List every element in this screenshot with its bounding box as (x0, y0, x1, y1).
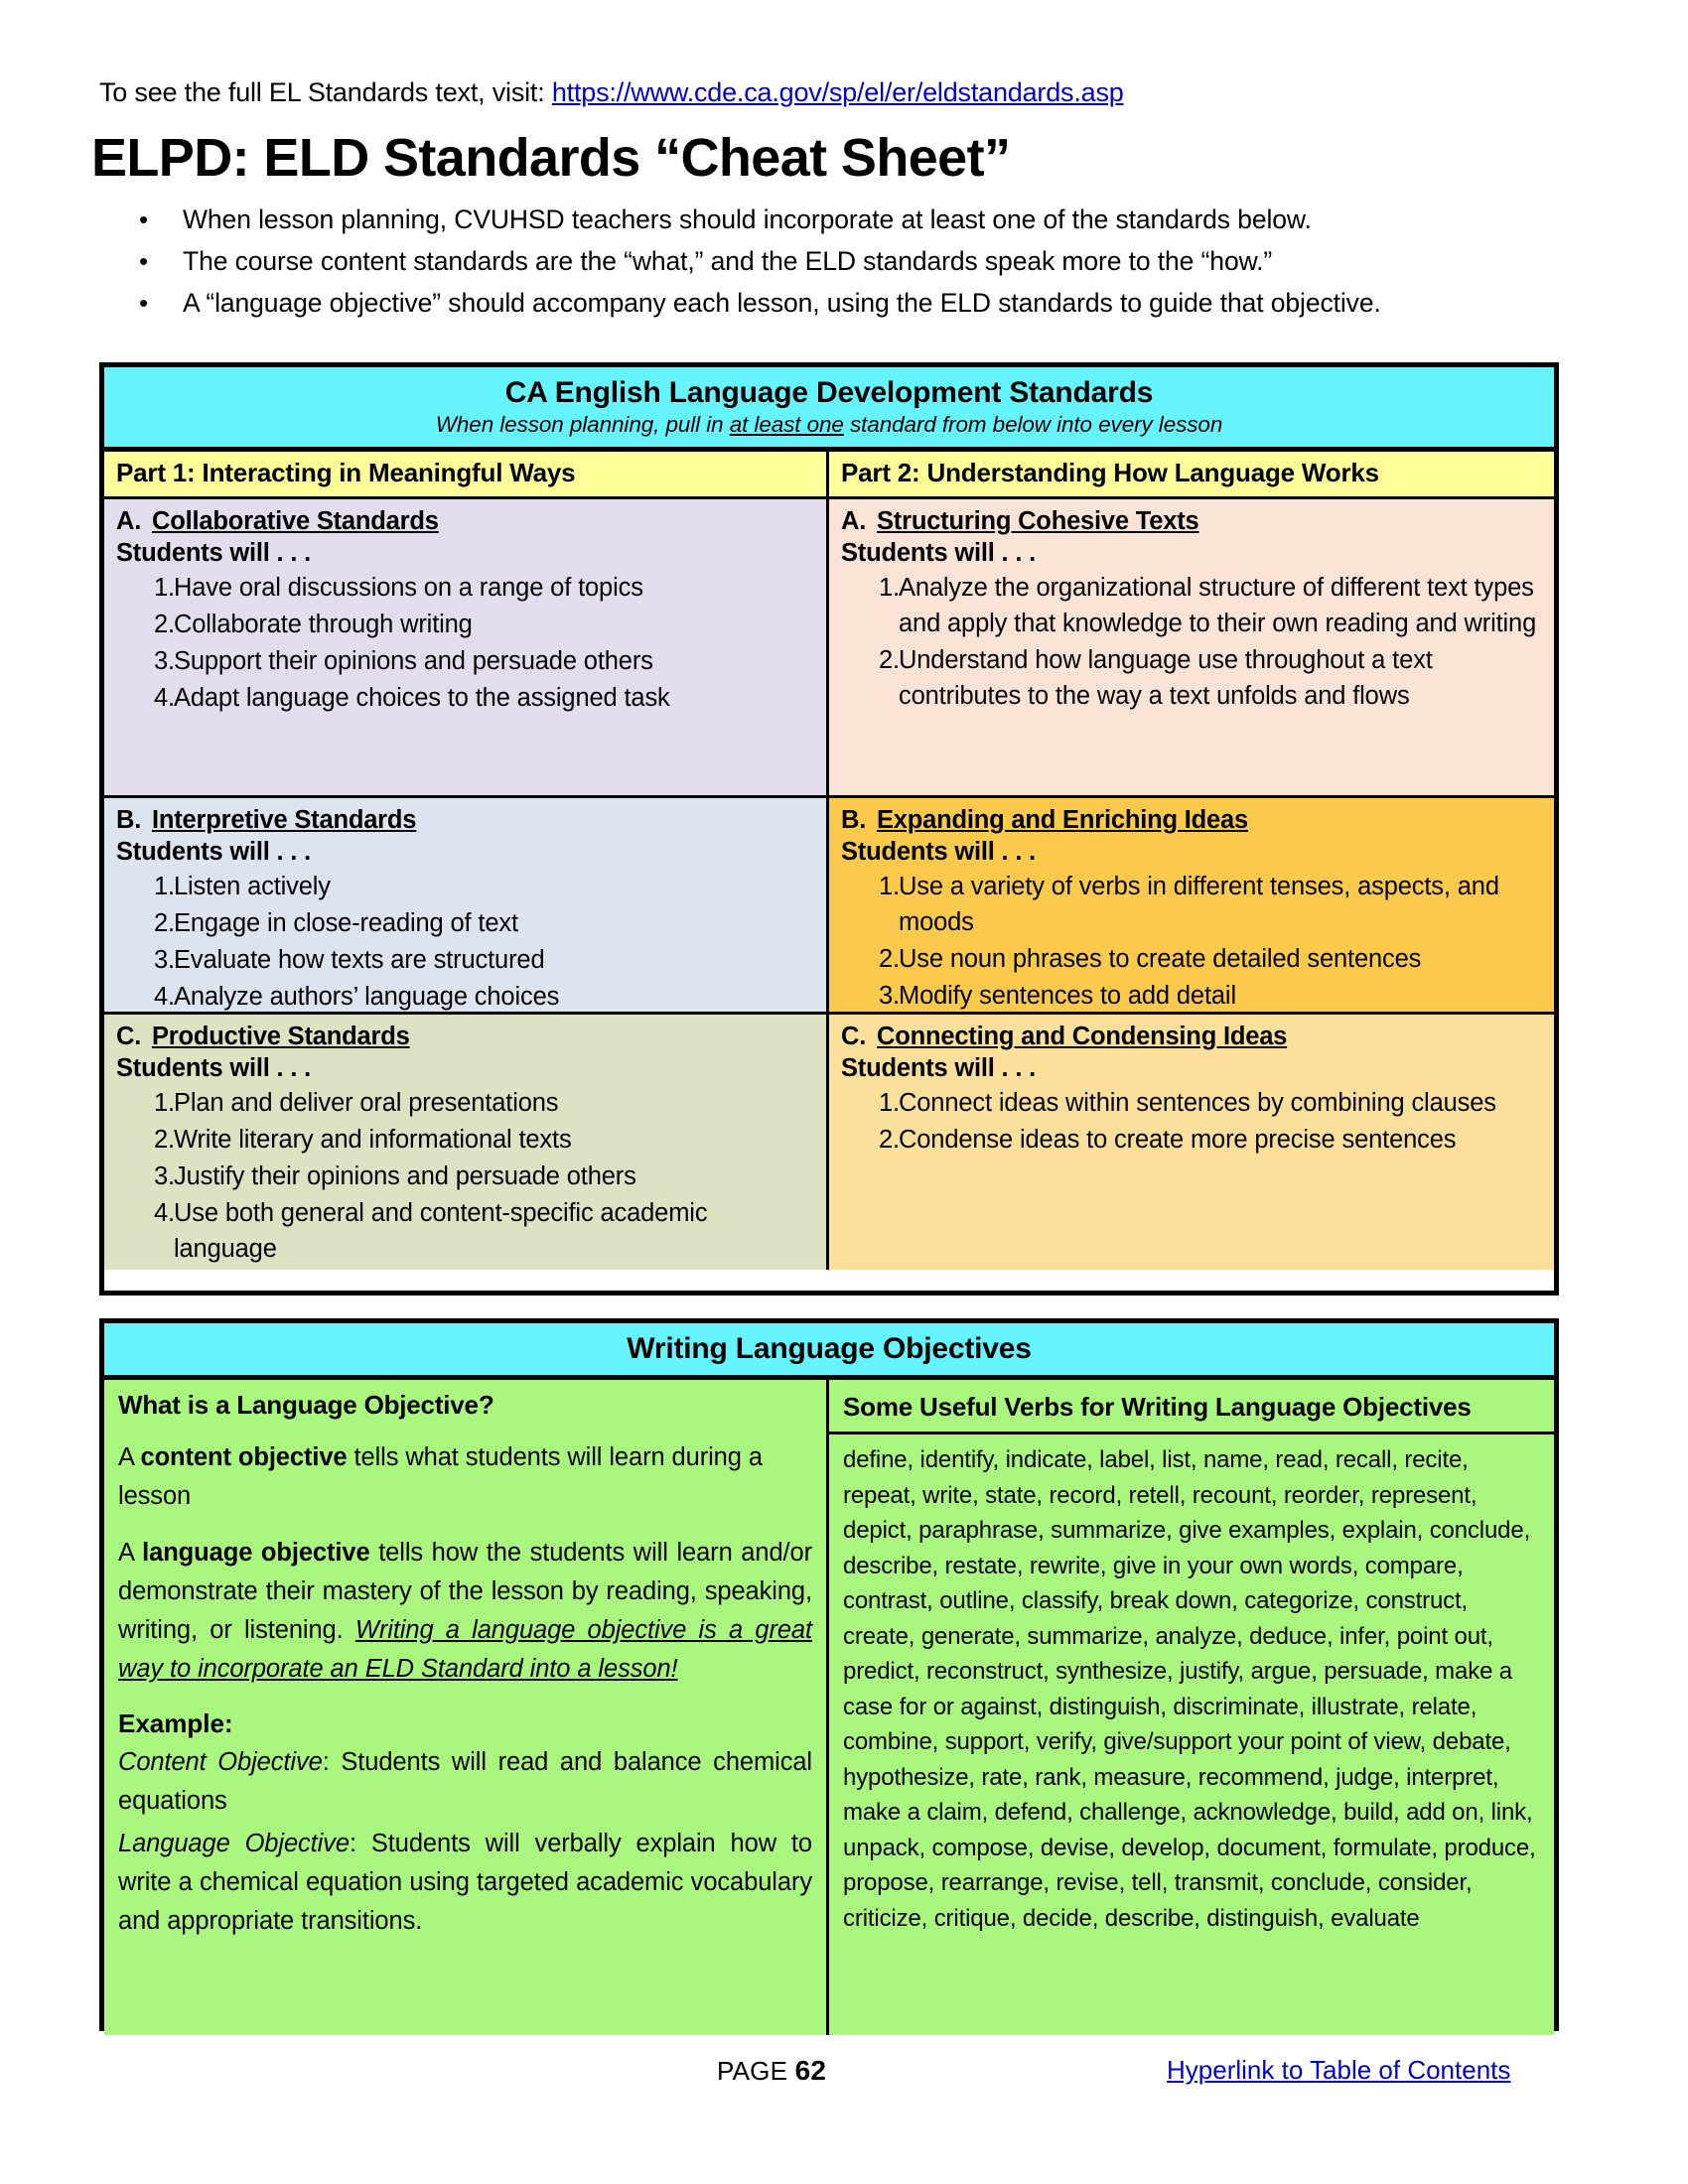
list-item (139, 199, 1549, 240)
bullet-icon: • (139, 246, 149, 276)
item-number: 1. (879, 1089, 900, 1117)
item-number: 1. (154, 873, 175, 900)
item-text: Engage in close-reading of text (174, 909, 518, 937)
content-example-text: : Students will read and balance chemical equations (118, 1748, 812, 1815)
page-title: ELPD: ELD Standards “Cheat Sheet” (91, 128, 1011, 188)
section-letter: C. (841, 1023, 867, 1050)
language-objective-example (118, 1825, 812, 1941)
item-text: Collaborate through writing (174, 611, 473, 638)
objectives-columns (104, 1380, 1554, 2035)
item-text: Use a variety of verbs in different tenses, aspects, and moods (899, 873, 1499, 936)
item-text: Understand how language use throughout a text contributes to the way a text unfolds and flows (899, 646, 1433, 710)
section-letter: A. (841, 507, 867, 535)
standard-item-list (841, 570, 1544, 714)
item-number: 2. (154, 909, 175, 937)
item-text: Evaluate how texts are structured (174, 946, 545, 974)
item-number: 1. (879, 873, 900, 900)
item-number: 4. (154, 684, 175, 712)
eld-standards-link[interactable]: https://www.cde.ca.gov/sp/el/er/eldstandards.asp (551, 77, 1124, 107)
language-objective-explanation-column (104, 1380, 829, 2035)
bullet-icon: • (139, 288, 149, 318)
page-number: 62 (794, 2055, 827, 2086)
objectives-table-banner (104, 1323, 1554, 1380)
list-item (139, 282, 1549, 324)
item-text: Plan and deliver oral presentations (174, 1089, 559, 1117)
students-will-label: Students will . . . (116, 1054, 311, 1082)
list-item (116, 979, 816, 1015)
useful-verbs-column (829, 1380, 1554, 2035)
item-number: 3. (154, 946, 175, 974)
item-text: Modify sentences to add detail (899, 982, 1236, 1010)
part-1-column (104, 452, 829, 1270)
writing-language-objectives-table (99, 1318, 1559, 2031)
part-2-header: Part 2: Understanding How Language Works (829, 452, 1554, 499)
item-text: Have oral discussions on a range of topics (174, 574, 643, 602)
bullet-text: A “language objective” should accompany each lesson, using the ELD standards to guide that objective. (183, 288, 1381, 318)
list-item (841, 642, 1544, 714)
section-title: Productive Standards (152, 1023, 410, 1050)
item-text: Use both general and content-specific academic language (174, 1199, 708, 1263)
objectives-banner-title: Writing Language Objectives (627, 1332, 1032, 1365)
list-item (116, 1122, 816, 1158)
intro-line (99, 77, 1124, 108)
section-heading (841, 507, 1544, 536)
list-item (116, 607, 816, 642)
item-number: 1. (154, 574, 175, 602)
language-example-text: : Students will verbally explain how to write a chemical equation using targeted academic vocabulary and appropriate transitions. (118, 1830, 812, 1935)
standard-item-list (116, 570, 816, 716)
section-title: Structuring Cohesive Texts (877, 507, 1199, 535)
section-heading (841, 806, 1544, 835)
item-text: Analyze authors’ language choices (174, 983, 560, 1011)
item-text: Connect ideas within sentences by combining clauses (899, 1089, 1496, 1117)
page-number-label (717, 2055, 826, 2087)
content-obj-pre: A (118, 1443, 141, 1471)
section-title: Expanding and Enriching Ideas (877, 806, 1248, 834)
list-item (841, 1122, 1544, 1158)
section-heading (116, 806, 816, 835)
section-interpretive-standards (104, 798, 826, 1015)
objectives-left-header: What is a Language Objective? (118, 1390, 494, 1420)
example-header: Example: (118, 1708, 233, 1738)
list-item (841, 1085, 1544, 1121)
item-number: 2. (154, 611, 175, 638)
item-text: Use noun phrases to create detailed sentences (899, 945, 1422, 973)
lang-obj-pre: A (118, 1539, 143, 1567)
standards-banner-title: CA English Language Development Standards (504, 376, 1154, 409)
list-item (116, 1085, 816, 1121)
list-item (841, 869, 1544, 940)
content-example-label: Content Objective (118, 1748, 323, 1776)
list-item (116, 942, 816, 978)
list-item (841, 978, 1544, 1014)
section-title: Interpretive Standards (152, 806, 417, 834)
students-will-label: Students will . . . (116, 838, 311, 866)
part-1-header: Part 1: Interacting in Meaningful Ways (104, 452, 826, 499)
list-item (841, 941, 1544, 977)
students-will-label: Students will . . . (841, 539, 1036, 567)
intro-bullet-list (139, 199, 1549, 324)
item-number: 4. (154, 983, 175, 1011)
item-number: 2. (154, 1126, 175, 1154)
bullet-icon: • (139, 205, 149, 234)
bullet-text: The course content standards are the “what,” and the ELD standards speak more to the “how.” (183, 246, 1273, 276)
list-item (841, 570, 1544, 641)
section-connecting-condensing-ideas (829, 1015, 1554, 1270)
item-text: Listen actively (174, 873, 331, 900)
standard-item-list (116, 1085, 816, 1267)
useful-verbs-list: define, identify, indicate, label, list, name, read, recall, recite, repeat, write, state, record, retell, recount, reorder, represent, depict, paraphrase, summarize, give examples, explain, conclude, describe, restate, rewrite, give in your own words, compare, contrast, outline, classify, break down, categorize, construct, create, generate, summarize, analyze, deduce, infer, point out, predict, reconstruct, synthesize, justify, argue, persuade, make a case for or against, distinguish, discriminate, illustrate, relate, combine, support, verify, give/support your point of view, debate, hypothesize, rate, rank, measure, recommend, judge, interpret, make a claim, defend, challenge, acknowledge, build, add on, link, unpack, compose, devise, develop, document, formulate, produce, propose, rearrange, revise, tell, transmit, conclude, consider, criticize, critique, decide, describe, distinguish, evaluate (843, 1446, 1536, 1932)
page-word: PAGE (717, 2056, 788, 2086)
list-item (116, 905, 816, 941)
section-letter: C. (116, 1023, 142, 1050)
intro-prefix-text: To see the full EL Standards text, visit: (99, 77, 552, 107)
subtitle-emphasis: at least one (729, 412, 844, 437)
list-item (116, 643, 816, 679)
standards-table-banner (104, 367, 1554, 452)
language-objective-definition (118, 1534, 812, 1689)
bullet-text: When lesson planning, CVUHSD teachers should incorporate at least one of the standards below. (183, 205, 1312, 234)
item-text: Condense ideas to create more precise sentences (899, 1126, 1457, 1154)
content-obj-term: content objective (140, 1443, 348, 1471)
useful-verbs-header: Some Useful Verbs for Writing Language Objectives (829, 1380, 1554, 1434)
item-text: Analyze the organizational structure of different text types and apply that knowledge to their own reading and writing (899, 574, 1537, 637)
item-number: 2. (879, 646, 900, 674)
section-title: Collaborative Standards (152, 507, 439, 535)
section-productive-standards (104, 1015, 826, 1270)
standard-item-list (841, 869, 1544, 1014)
item-number: 2. (879, 945, 900, 973)
lang-obj-post: tells how the students will learn and/or demonstrate their mastery of the lesson by reading, speaking, writing, or listening. (118, 1539, 812, 1644)
lang-obj-term: language objective (142, 1539, 370, 1567)
standard-item-list (116, 869, 816, 1015)
subtitle-pre: When lesson planning, pull in (435, 412, 730, 437)
content-objective-definition (118, 1438, 812, 1516)
list-item (116, 1159, 816, 1194)
section-heading (116, 1023, 816, 1051)
part-2-column (829, 452, 1554, 1270)
item-number: 4. (154, 1199, 175, 1227)
section-letter: B. (841, 806, 867, 834)
standards-columns (104, 452, 1554, 1270)
ca-eld-standards-table (99, 362, 1559, 1296)
students-will-label: Students will . . . (841, 1054, 1036, 1082)
item-number: 1. (879, 574, 900, 602)
standard-item-list (841, 1085, 1544, 1158)
section-collaborative-standards (104, 499, 826, 798)
section-title: Connecting and Condensing Ideas (877, 1023, 1288, 1050)
page-footer (0, 2055, 1688, 2115)
item-text: Support their opinions and persuade others (174, 647, 653, 675)
table-of-contents-link[interactable]: Hyperlink to Table of Contents (1167, 2055, 1511, 2085)
standards-banner-subtitle (104, 410, 1554, 447)
section-structuring-cohesive-texts (829, 499, 1554, 798)
students-will-label: Students will . . . (116, 539, 311, 567)
item-number: 3. (879, 982, 900, 1010)
section-letter: A. (116, 507, 142, 535)
content-objective-example (118, 1743, 812, 1821)
item-text: Write literary and informational texts (174, 1126, 572, 1154)
list-item (116, 1195, 816, 1267)
section-heading (841, 1023, 1544, 1051)
students-will-label: Students will . . . (841, 838, 1036, 866)
item-number: 2. (879, 1126, 900, 1154)
list-item (116, 680, 816, 716)
item-number: 3. (154, 1162, 175, 1190)
content-obj-post: tells what students will learn during a lesson (118, 1443, 763, 1510)
subtitle-post: standard from below into every lesson (843, 412, 1223, 437)
list-item (116, 869, 816, 904)
item-number: 1. (154, 1089, 175, 1117)
list-item (139, 240, 1549, 282)
item-text: Adapt language choices to the assigned task (174, 684, 670, 712)
list-item (116, 570, 816, 606)
language-example-label: Language Objective (118, 1830, 350, 1857)
lang-obj-emphasis: Writing a language objective is a great way to incorporate an ELD Standard into a lesson! (118, 1616, 812, 1683)
section-expanding-enriching-ideas (829, 798, 1554, 1015)
section-heading (116, 507, 816, 536)
item-text: Justify their opinions and persuade others (174, 1162, 636, 1190)
item-number: 3. (154, 647, 175, 675)
section-letter: B. (116, 806, 142, 834)
